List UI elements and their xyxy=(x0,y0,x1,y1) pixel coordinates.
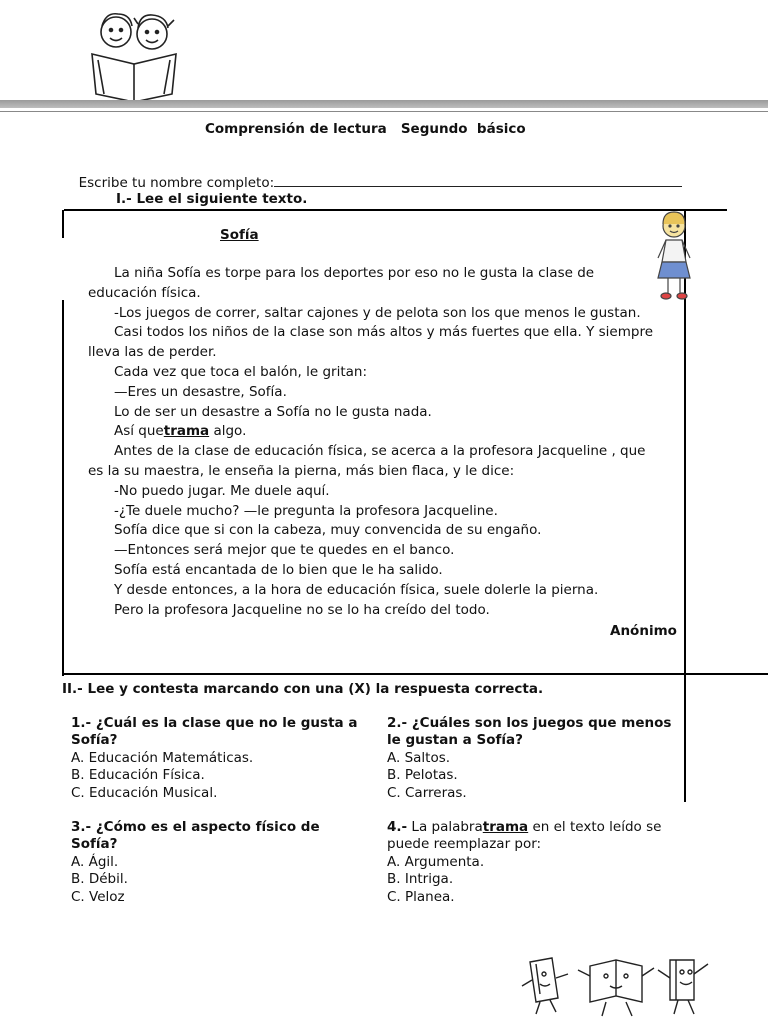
section1-heading: I.- Lee el siguiente texto. xyxy=(116,191,308,207)
story-line: Sofía está encantada de lo bien que le ha salido. xyxy=(114,561,443,578)
story-line: —Eres un desastre, Sofía. xyxy=(114,383,287,400)
section2-heading: II.- Lee y contesta marcando con una (X) la respuesta correcta. xyxy=(62,681,544,697)
answer-option[interactable]: B. Pelotas. xyxy=(387,767,458,784)
question-title xyxy=(387,819,687,836)
story-line: Casi todos los niños de la clase son más altos y más fuertes que ella. Y siempre xyxy=(114,324,654,341)
story-author: Anónimo xyxy=(610,623,677,639)
question-4 xyxy=(387,819,687,906)
story-text xyxy=(88,264,678,620)
story-line: Y desde entonces, a la hora de educación física, suele dolerle la pierna. xyxy=(114,581,599,598)
section-separator xyxy=(62,673,768,675)
story-line: La niña Sofía es torpe para los deportes por eso no le gusta la clase de xyxy=(114,265,595,281)
answer-option[interactable]: B. Educación Física. xyxy=(71,767,205,784)
answer-option[interactable]: B. Débil. xyxy=(71,871,128,888)
answer-option[interactable]: A. Ágil. xyxy=(71,853,119,870)
story-line: -No puedo jugar. Me duele aquí. xyxy=(114,482,330,499)
name-blank-line[interactable] xyxy=(274,172,682,187)
question-number: 4.- xyxy=(387,819,408,835)
story-line: Cada vez que toca el balón, le gritan: xyxy=(114,363,367,380)
question-text: en el texto leído se xyxy=(528,819,662,835)
answer-option[interactable]: A. Educación Matemáticas. xyxy=(71,749,254,766)
keyword-trama: trama xyxy=(482,819,529,835)
story-line: Sofía dice que si con la cabeza, muy convencida de su engaño. xyxy=(114,522,542,539)
question-title: 2.- ¿Cuáles son los juegos que menos xyxy=(387,715,672,731)
answer-option[interactable]: A. Argumenta. xyxy=(387,853,485,870)
story-line: Pero la profesora Jacqueline no se lo ha creído del todo. xyxy=(114,601,490,618)
question-2 xyxy=(387,715,687,802)
answer-option[interactable]: B. Intriga. xyxy=(387,871,454,888)
question-title: Sofía? xyxy=(71,732,118,749)
story-line: lleva las de perder. xyxy=(88,344,217,361)
story-line: es la su maestra, le enseña la pierna, más bien flaca, y le dice: xyxy=(88,462,515,479)
story-line-part: Así que xyxy=(114,423,164,440)
story-line-part: algo. xyxy=(209,423,247,440)
answer-option[interactable]: C. Planea. xyxy=(387,888,455,905)
header-band xyxy=(0,100,768,108)
story-line: educación física. xyxy=(88,284,201,301)
answer-option[interactable]: C. Educación Musical. xyxy=(71,784,218,801)
story-line: -Los juegos de correr, saltar cajones y de pelota son los que menos le gustan. xyxy=(114,304,641,321)
header-divider xyxy=(0,111,768,112)
question-1 xyxy=(71,715,371,802)
story-line: Lo de ser un desastre a Sofía no le gusta nada. xyxy=(114,403,432,420)
question-title: le gustan a Sofía? xyxy=(387,732,523,749)
story-line: Antes de la clase de educación física, se acerca a la profesora Jacqueline , que xyxy=(114,443,646,460)
box-border-top xyxy=(64,209,727,211)
keyword-trama: trama xyxy=(163,423,210,440)
story-line xyxy=(88,422,678,442)
answer-option[interactable]: C. Veloz xyxy=(71,888,125,905)
name-label: Escribe tu nombre completo: xyxy=(78,175,275,191)
question-title: puede reemplazar por: xyxy=(387,836,542,853)
answer-option[interactable]: C. Carreras. xyxy=(387,784,467,801)
question-title: 1.- ¿Cuál es la clase que no le gusta a xyxy=(71,715,358,731)
answer-option[interactable]: A. Saltos. xyxy=(387,749,451,766)
page-title: Comprensión de lectura Segundo básico xyxy=(205,121,526,137)
name-field-row xyxy=(70,156,682,191)
story-line: -¿Te duele mucho? —le pregunta la profesora Jacqueline. xyxy=(114,502,498,519)
question-3 xyxy=(71,819,371,906)
story-line: —Entonces será mejor que te quedes en el banco. xyxy=(114,542,455,559)
question-text: La palabra xyxy=(407,819,483,835)
question-title: Sofía? xyxy=(71,836,118,853)
box-border-left xyxy=(62,300,64,676)
children-reading-icon xyxy=(84,8,184,104)
story-title: Sofía xyxy=(220,227,259,243)
box-border-left-top xyxy=(62,210,64,238)
question-title: 3.- ¿Cómo es el aspecto físico de xyxy=(71,819,320,835)
dancing-books-icon xyxy=(518,952,718,1020)
